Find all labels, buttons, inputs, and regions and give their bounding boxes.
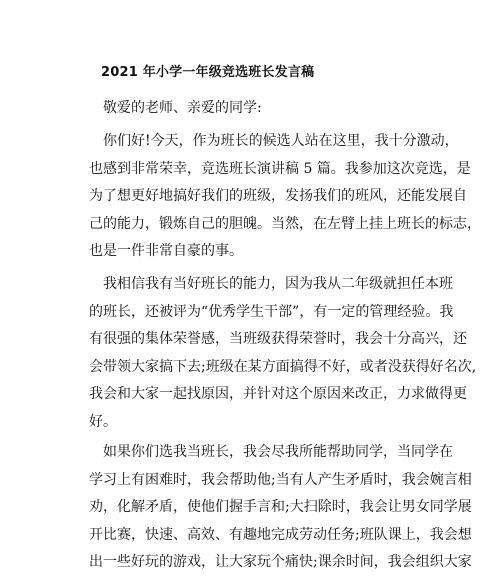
paragraph-2	[89, 271, 477, 437]
paragraph-line: 也是一件非常自豪的事。	[89, 243, 243, 260]
paragraph-line: 会带领大家搞下去;班级在某方面搞得不好，或者没获得好名次,	[89, 358, 477, 375]
paragraph-line: 出一些好玩的游戏，让大家玩个痛快;课余时间，我会组织大家	[89, 554, 472, 571]
paragraph-line: 开比赛，快速、高效、有趣地完成劳动任务;班队课上，我会想	[89, 526, 472, 543]
paragraph-line: 的班长，还被评为“优秀学生干部”，有一定的管理经验。我	[89, 303, 454, 320]
paragraph-line: 我会和大家一起找原因，并针对这个原因来改正，力求做得更	[89, 386, 467, 403]
paragraph-line: 劝，化解矛盾，使他们握手言和;大扫除时，我会让男女同学展	[89, 499, 472, 516]
paragraph-1	[89, 128, 481, 266]
paragraph-line: 为了想更好地搞好我们的班级，发扬我们的班风，还能发展自	[89, 188, 467, 205]
paragraph-line: 好。	[89, 413, 117, 430]
document-title: 2021 年小学一年级竞选班长发言稿	[101, 65, 315, 80]
paragraph-line: 如果你们选我当班长，我会尽我所能帮助同学，当同学在	[103, 444, 453, 460]
paragraph-line: 也感到非常荣幸，竞选班长演讲稿 5 篇。我参加这次竞选，是	[89, 160, 471, 177]
paragraph-line: 己的能力，锻炼自己的胆魄。当然，在左臂上挂上班长的标志，	[89, 215, 481, 232]
paragraph-line: 有很强的集体荣誉感，当班级获得荣誉时，我会十分高兴，还	[89, 331, 467, 348]
paragraph-line: 我相信我有当好班长的能力，因为我从二年级就担任本班	[103, 276, 453, 292]
paragraph-line: 你们好!今天，作为班长的候选人站在这里，我十分激动，	[103, 133, 459, 149]
paragraph-line: 学习上有困难时，我会帮助他;当有人产生矛盾时，我会婉言相	[89, 471, 472, 488]
paragraph-3	[89, 439, 472, 577]
salutation: 敬爱的老师、亲爱的同学:	[103, 100, 262, 116]
